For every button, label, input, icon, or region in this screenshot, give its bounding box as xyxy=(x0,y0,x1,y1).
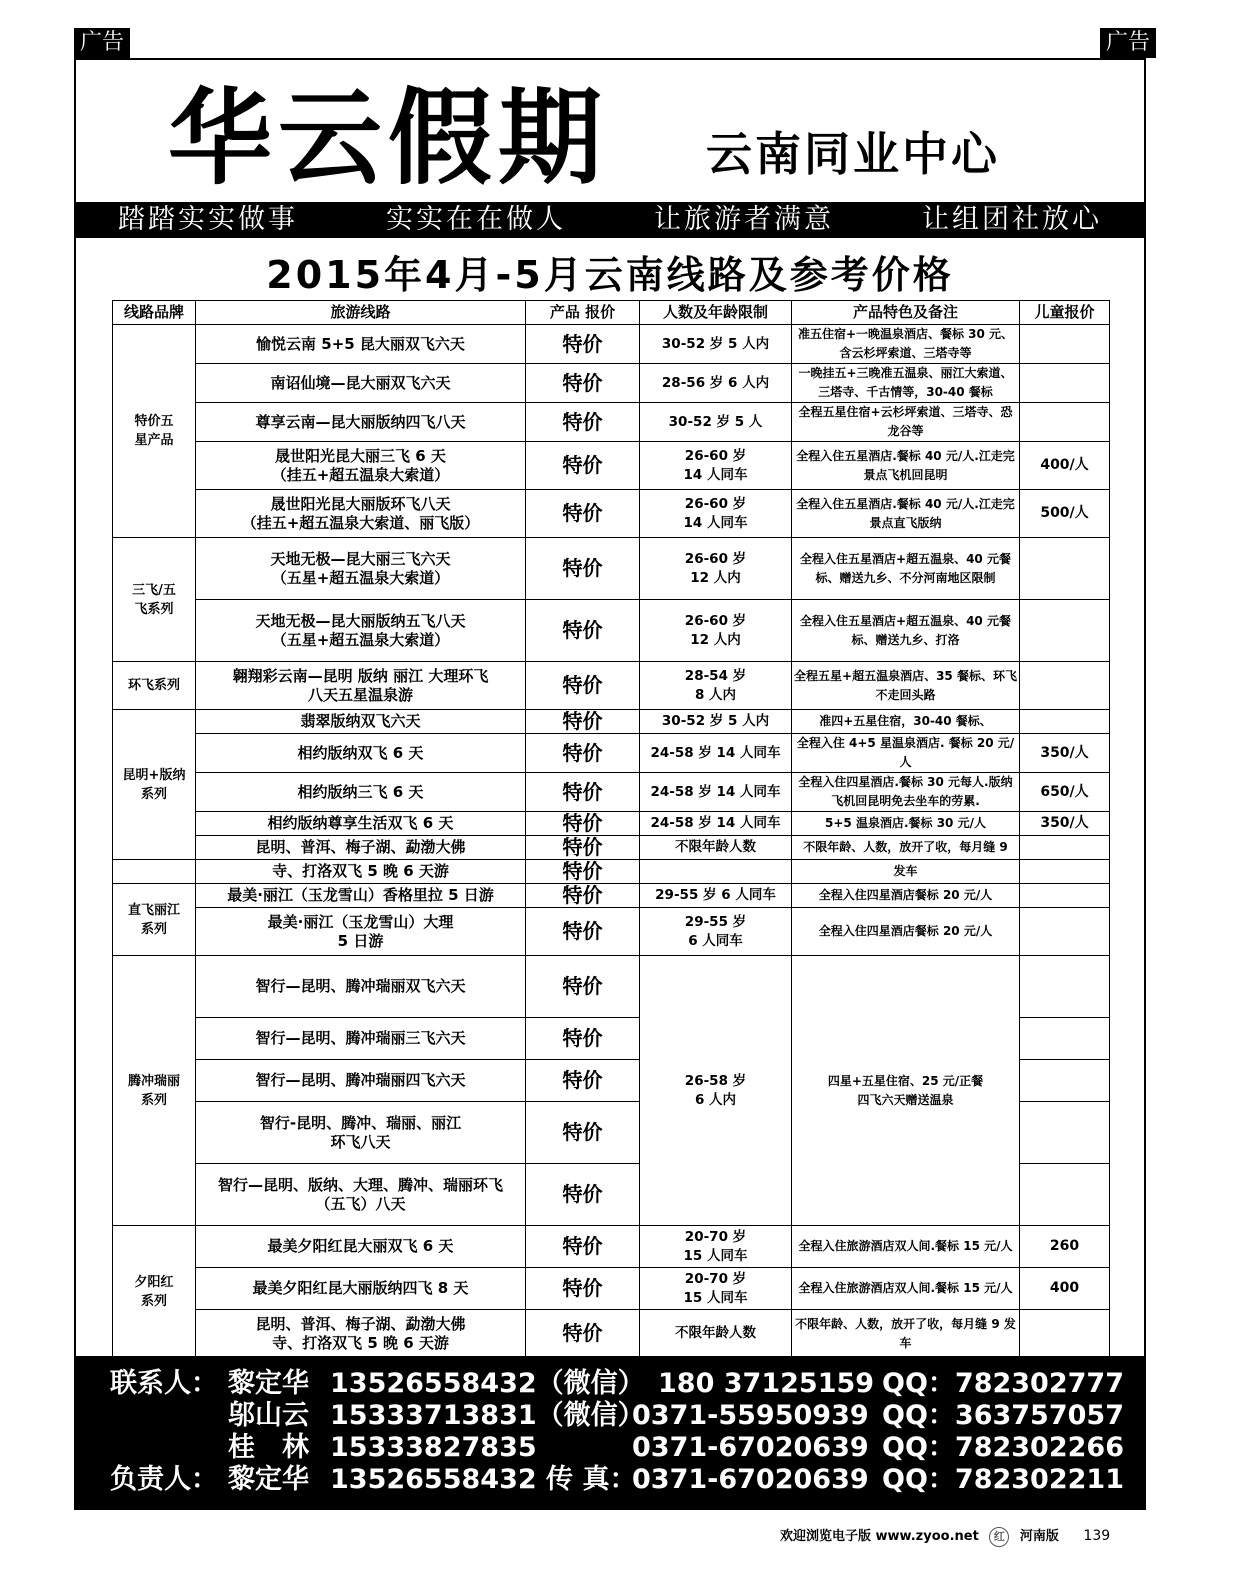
note-cell: 全程入住四星酒店餐标 20 元/人 xyxy=(792,908,1020,956)
child-price-cell xyxy=(1020,956,1110,1018)
brand-cell: 三飞/五 飞系列 xyxy=(113,538,196,662)
route-cell: 最美·丽江（玉龙雪山）大理 5 日游 xyxy=(196,908,526,956)
table-row xyxy=(113,490,1110,538)
route-cell: 晟世阳光昆大丽三飞 6 天 （挂五+超五温泉大索道） xyxy=(196,442,526,490)
price-cell: 特价 xyxy=(526,956,640,1018)
table-row xyxy=(113,1268,1110,1310)
note-cell: 全程入住旅游酒店双人间.餐标 15 元/人 xyxy=(792,1226,1020,1268)
contact-phone: 0371-67020639 xyxy=(632,1432,869,1463)
child-price-cell xyxy=(1020,325,1110,364)
limit-cell: 24-58 岁 14 人同车 xyxy=(640,734,792,773)
limit-cell: 26-58 岁 6 人内 xyxy=(640,956,792,1226)
child-price-cell xyxy=(1020,364,1110,403)
note-cell: 全程入住旅游酒店双人间.餐标 15 元/人 xyxy=(792,1268,1020,1310)
brand-cell: 环飞系列 xyxy=(113,662,196,710)
table-row xyxy=(113,884,1110,908)
child-price-cell xyxy=(1020,1060,1110,1102)
header-limit: 人数及年龄限制 xyxy=(640,301,792,325)
child-price-cell xyxy=(1020,1102,1110,1164)
child-price-cell xyxy=(1020,908,1110,956)
note-cell: 全程入住五星酒店+超五温泉、40 元餐标、赠送九乡、打洛 xyxy=(792,600,1020,662)
footer xyxy=(780,1526,1110,1547)
note-cell: 全程入住五星酒店+超五温泉、40 元餐标、赠送九乡、不分河南地区限制 xyxy=(792,538,1020,600)
price-cell: 特价 xyxy=(526,364,640,403)
child-price-cell xyxy=(1020,884,1110,908)
ad-tag-left: 广告 xyxy=(74,28,130,58)
contact-qq: QQ：363757057 xyxy=(882,1400,1124,1431)
brand-subtitle: 云南同业中心 xyxy=(706,127,1000,181)
limit-cell: 24-58 岁 14 人同车 xyxy=(640,773,792,812)
route-cell: 相约版纳双飞 6 天 xyxy=(196,734,526,773)
price-cell: 特价 xyxy=(526,325,640,364)
note-cell: 全程入住五星酒店.餐标 40 元/人.江走完景点飞机回昆明 xyxy=(792,442,1020,490)
contact-name: 桂 林 xyxy=(228,1432,309,1463)
table-row xyxy=(113,325,1110,364)
price-cell: 特价 xyxy=(526,490,640,538)
price-cell: 特价 xyxy=(526,908,640,956)
table-row xyxy=(113,1226,1110,1268)
contact-qq: QQ：782302266 xyxy=(882,1432,1124,1463)
child-price-cell xyxy=(1020,860,1110,884)
child-price-cell xyxy=(1020,836,1110,860)
table-row xyxy=(113,812,1110,836)
brand-cell: 特价五 星产品 xyxy=(113,325,196,538)
magazine-logo-icon: 红 xyxy=(989,1527,1009,1547)
limit-cell: 26-60 岁 12 人内 xyxy=(640,538,792,600)
table-row xyxy=(113,956,1110,1018)
note-cell: 发车 xyxy=(792,860,1020,884)
price-cell: 特价 xyxy=(526,1060,640,1102)
note-cell: 全程入住四星酒店.餐标 30 元每人.版纳飞机回昆明免去坐车的劳累. xyxy=(792,773,1020,812)
price-cell: 特价 xyxy=(526,773,640,812)
route-cell: 天地无极—昆大丽三飞六天 （五星+超五温泉大索道） xyxy=(196,538,526,600)
limit-cell: 28-54 岁 8 人内 xyxy=(640,662,792,710)
footer-text: 欢迎浏览电子版 www.zyoo.net xyxy=(780,1529,979,1544)
note-cell: 一晚挂五+三晚准五温泉、丽江大索道、三塔寺、千古情等，30-40 餐标 xyxy=(792,364,1020,403)
route-cell: 相约版纳尊享生活双飞 6 天 xyxy=(196,812,526,836)
note-cell: 全程五星+超五温泉酒店、35 餐标、环飞不走回头路 xyxy=(792,662,1020,710)
route-cell: 愉悦云南 5+5 昆大丽双飞六天 xyxy=(196,325,526,364)
note-cell: 5+5 温泉酒店.餐标 30 元/人 xyxy=(792,812,1020,836)
contact-phone: 180 37125159 xyxy=(658,1368,875,1399)
slogan: 让组团社放心 xyxy=(922,204,1102,235)
route-cell: 智行—昆明、腾冲瑞丽三飞六天 xyxy=(196,1018,526,1060)
contact-mobile: 15333713831（微信） xyxy=(330,1400,645,1431)
price-cell: 特价 xyxy=(526,836,640,860)
child-price-cell xyxy=(1020,662,1110,710)
table-row xyxy=(113,908,1110,956)
limit-cell: 不限年龄人数 xyxy=(640,1310,792,1358)
route-cell: 翡翠版纳双飞六天 xyxy=(196,710,526,734)
limit-cell xyxy=(640,860,792,884)
price-table xyxy=(112,300,1110,1358)
page-title: 2015年4月-5月云南线路及参考价格 xyxy=(266,253,954,297)
route-cell: 最美夕阳红昆大丽版纳四飞 8 天 xyxy=(196,1268,526,1310)
table-row xyxy=(113,538,1110,600)
contact-qq: QQ：782302777 xyxy=(882,1368,1124,1399)
route-cell: 智行—昆明、腾冲瑞丽双飞六天 xyxy=(196,956,526,1018)
page-number: 139 xyxy=(1083,1528,1111,1544)
brand-cell: 昆明+版纳 系列 xyxy=(113,710,196,860)
route-cell: 最美·丽江（玉龙雪山）香格里拉 5 日游 xyxy=(196,884,526,908)
table-row xyxy=(113,734,1110,773)
child-price-cell xyxy=(1020,600,1110,662)
route-cell: 智行-昆明、腾冲、瑞丽、丽江 环飞八天 xyxy=(196,1102,526,1164)
limit-cell: 26-60 岁 14 人同车 xyxy=(640,442,792,490)
limit-cell: 26-60 岁 14 人同车 xyxy=(640,490,792,538)
price-cell: 特价 xyxy=(526,1102,640,1164)
fax-number: 0371-67020639 xyxy=(632,1464,869,1495)
limit-cell: 30-52 岁 5 人内 xyxy=(640,710,792,734)
price-cell: 特价 xyxy=(526,403,640,442)
route-cell: 智行—昆明、版纳、大理、腾冲、瑞丽环飞 （五飞）八天 xyxy=(196,1164,526,1226)
header-note: 产品特色及备注 xyxy=(792,301,1020,325)
header-route: 旅游线路 xyxy=(196,301,526,325)
slogan: 让旅游者满意 xyxy=(654,204,834,235)
route-cell: 最美夕阳红昆大丽双飞 6 天 xyxy=(196,1226,526,1268)
note-cell: 准五住宿+一晚温泉酒店、餐标 30 元、含云杉坪索道、三塔寺等 xyxy=(792,325,1020,364)
note-cell: 全程入住 4+5 星温泉酒店. 餐标 20 元/人 xyxy=(792,734,1020,773)
limit-cell: 30-52 岁 5 人 xyxy=(640,403,792,442)
note-cell: 全程五星住宿+云杉坪索道、三塔寺、恐龙谷等 xyxy=(792,403,1020,442)
contact-mobile: 13526558432（微信） xyxy=(330,1368,645,1399)
route-cell: 翱翔彩云南—昆明 版纳 丽江 大理环飞 八天五星温泉游 xyxy=(196,662,526,710)
route-cell: 南诏仙境—昆大丽双飞六天 xyxy=(196,364,526,403)
manager-mobile-fax-label: 13526558432 传 真： xyxy=(330,1464,637,1495)
slogan: 踏踏实实做事 xyxy=(118,204,298,235)
route-cell: 尊享云南—昆大丽版纳四飞八天 xyxy=(196,403,526,442)
contact-name: 黎定华 xyxy=(228,1368,309,1399)
route-cell: 晟世阳光昆大丽版环飞八天 （挂五+超五温泉大索道、丽飞版） xyxy=(196,490,526,538)
child-price-cell xyxy=(1020,1310,1110,1358)
child-price-cell: 400/人 xyxy=(1020,442,1110,490)
route-cell: 相约版纳三飞 6 天 xyxy=(196,773,526,812)
contact-label: 联系人： xyxy=(110,1368,218,1399)
ad-tag-right: 广告 xyxy=(1100,28,1156,58)
footer-edition: 河南版 xyxy=(1019,1529,1059,1544)
child-price-cell: 350/人 xyxy=(1020,734,1110,773)
limit-cell: 20-70 岁 15 人同车 xyxy=(640,1226,792,1268)
price-cell: 特价 xyxy=(526,662,640,710)
note-cell: 全程入住五星酒店.餐标 40 元/人.江走完景点直飞版纳 xyxy=(792,490,1020,538)
price-cell: 特价 xyxy=(526,1226,640,1268)
child-price-cell: 650/人 xyxy=(1020,773,1110,812)
limit-cell: 不限年龄人数 xyxy=(640,836,792,860)
contact-mobile: 15333827835 xyxy=(330,1432,537,1463)
price-cell: 特价 xyxy=(526,860,640,884)
limit-cell: 26-60 岁 12 人内 xyxy=(640,600,792,662)
price-cell: 特价 xyxy=(526,1164,640,1226)
price-cell: 特价 xyxy=(526,538,640,600)
brand-cell: 夕阳红 系列 xyxy=(113,1226,196,1358)
header-price: 产品 报价 xyxy=(526,301,640,325)
price-cell: 特价 xyxy=(526,710,640,734)
contact-block xyxy=(74,1356,1146,1510)
child-price-cell xyxy=(1020,710,1110,734)
manager-name: 黎定华 xyxy=(228,1464,309,1495)
table-header-row xyxy=(113,301,1110,325)
brand-cell: 腾冲瑞丽 系列 xyxy=(113,956,196,1226)
price-cell: 特价 xyxy=(526,734,640,773)
price-cell: 特价 xyxy=(526,884,640,908)
table-row xyxy=(113,600,1110,662)
header-child-price: 儿童报价 xyxy=(1020,301,1110,325)
route-cell: 天地无极—昆大丽版纳五飞八天 （五星+超五温泉大索道） xyxy=(196,600,526,662)
limit-cell: 24-58 岁 14 人同车 xyxy=(640,812,792,836)
child-price-cell: 260 xyxy=(1020,1226,1110,1268)
table-row xyxy=(113,442,1110,490)
child-price-cell xyxy=(1020,1164,1110,1226)
manager-qq: QQ：782302211 xyxy=(882,1464,1124,1495)
route-cell: 智行—昆明、腾冲瑞丽四飞六天 xyxy=(196,1060,526,1102)
table-row xyxy=(113,773,1110,812)
child-price-cell: 500/人 xyxy=(1020,490,1110,538)
brand-cell xyxy=(113,860,196,884)
table-row xyxy=(113,662,1110,710)
table-row xyxy=(113,836,1110,860)
limit-cell: 30-52 岁 5 人内 xyxy=(640,325,792,364)
contact-phone: 0371-55950939 xyxy=(632,1400,869,1431)
manager-label: 负责人： xyxy=(110,1464,218,1495)
note-cell: 全程入住四星酒店餐标 20 元/人 xyxy=(792,884,1020,908)
limit-cell: 29-55 岁 6 人同车 xyxy=(640,908,792,956)
contact-name: 邬山云 xyxy=(228,1400,309,1431)
price-cell: 特价 xyxy=(526,1268,640,1310)
child-price-cell xyxy=(1020,1018,1110,1060)
route-cell: 昆明、普洱、梅子湖、勐渤大佛 寺、打洛双飞 5 晚 6 天游 xyxy=(196,1310,526,1358)
child-price-cell: 350/人 xyxy=(1020,812,1110,836)
route-cell: 昆明、普洱、梅子湖、勐渤大佛 xyxy=(196,836,526,860)
header-brand: 线路品牌 xyxy=(113,301,196,325)
limit-cell: 20-70 岁 15 人同车 xyxy=(640,1268,792,1310)
child-price-cell xyxy=(1020,538,1110,600)
child-price-cell: 400 xyxy=(1020,1268,1110,1310)
note-cell: 不限年龄、人数，放开了收，每月缝 9 发车 xyxy=(792,1310,1020,1358)
limit-cell: 28-56 岁 6 人内 xyxy=(640,364,792,403)
slogan-bar xyxy=(74,202,1146,238)
route-cell: 寺、打洛双飞 5 晚 6 天游 xyxy=(196,860,526,884)
note-cell: 准四+五星住宿，30-40 餐标、 xyxy=(792,710,1020,734)
price-cell: 特价 xyxy=(526,812,640,836)
table-row xyxy=(113,860,1110,884)
brand-name: 华云假期 xyxy=(168,77,609,199)
slogan: 实实在在做人 xyxy=(386,204,566,235)
note-cell: 四星+五星住宿、25 元/正餐 四飞六天赠送温泉 xyxy=(792,956,1020,1226)
limit-cell: 29-55 岁 6 人同车 xyxy=(640,884,792,908)
price-cell: 特价 xyxy=(526,442,640,490)
table-row xyxy=(113,1310,1110,1358)
price-cell: 特价 xyxy=(526,1310,640,1358)
brand-cell: 直飞丽江 系列 xyxy=(113,884,196,956)
table-row xyxy=(113,403,1110,442)
table-row xyxy=(113,710,1110,734)
price-cell: 特价 xyxy=(526,1018,640,1060)
note-cell: 不限年龄、人数，放开了收，每月缝 9 xyxy=(792,836,1020,860)
table-row xyxy=(113,364,1110,403)
child-price-cell xyxy=(1020,403,1110,442)
price-cell: 特价 xyxy=(526,600,640,662)
